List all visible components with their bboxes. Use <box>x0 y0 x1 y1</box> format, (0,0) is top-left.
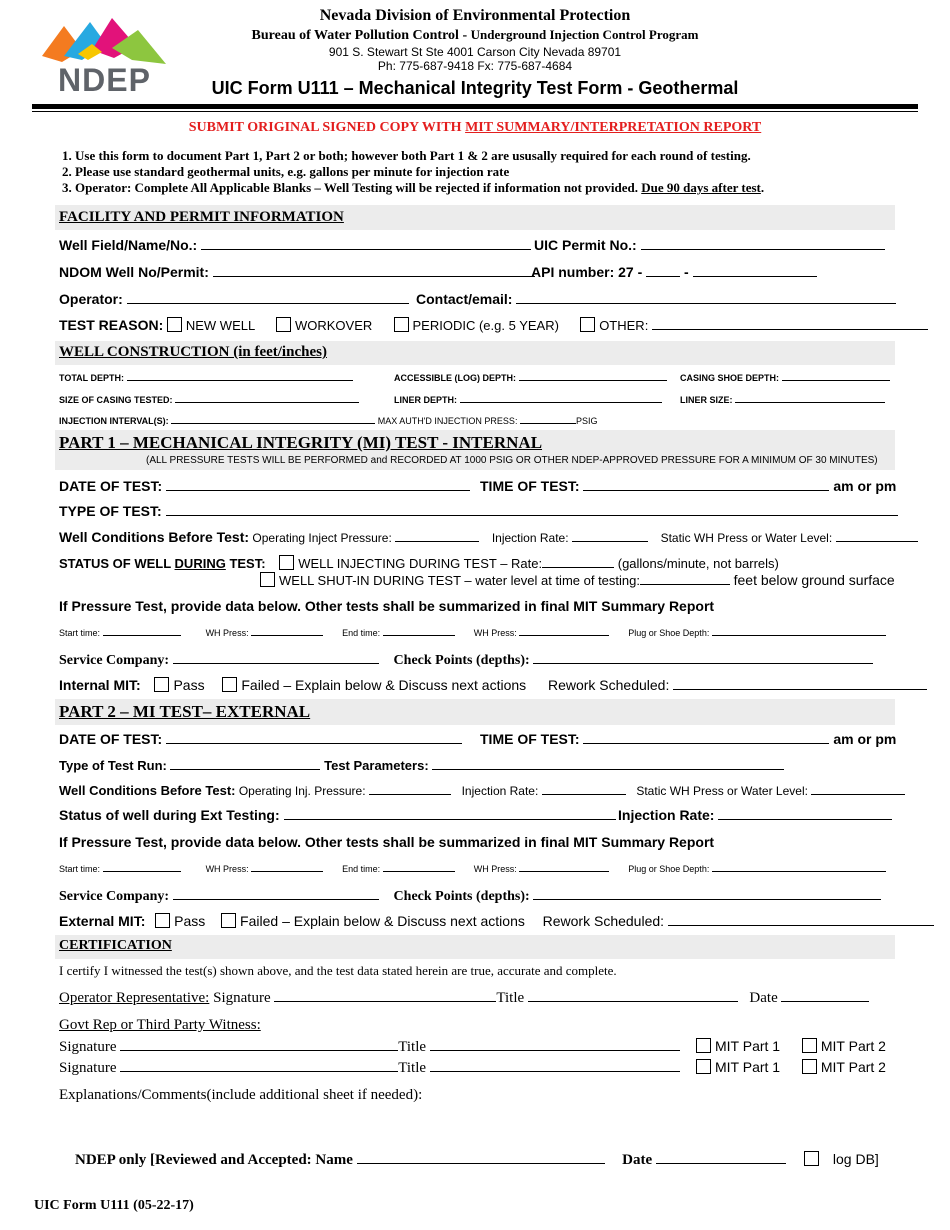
p1-pressure-data-row <box>59 627 886 638</box>
p2-status-label: Status of well during Ext Testing: <box>59 807 280 823</box>
form-title: UIC Form U111 – Mechanical Integrity Test Form - Geothermal <box>211 78 739 98</box>
p1-failed-label: Failed – Explain below & Discuss next actions <box>241 677 527 693</box>
casing-size-label: SIZE OF CASING TESTED: <box>59 395 173 405</box>
operator-rep-row <box>59 989 869 1007</box>
p1-time-input[interactable] <box>583 478 829 491</box>
p1-check-label: Check Points (depths): <box>393 653 530 668</box>
p1-mit-label: Internal MIT: <box>59 677 141 693</box>
p1-static-label: Static WH Press or Water Level: <box>660 531 833 545</box>
p2-type-run-label: Type of Test Run: <box>59 758 167 773</box>
test-reason-row <box>59 317 928 333</box>
operator-rep-label: Operator Representative: <box>59 990 210 1006</box>
header-rule-thin <box>32 111 918 112</box>
submit-notice <box>0 120 950 136</box>
operator-rep-title-label: Title <box>496 990 525 1006</box>
p2-params-input[interactable] <box>432 757 784 770</box>
other-label: OTHER: <box>599 318 649 333</box>
well-field-row <box>59 237 531 253</box>
witness2-signature-input[interactable] <box>120 1059 398 1072</box>
p2-inj-rate-label: Injection Rate: <box>461 784 539 798</box>
p2-date-input[interactable] <box>166 731 462 744</box>
p2-rework-input[interactable] <box>668 913 934 926</box>
instruction-1: 1. Use this form to document Part 1, Part 2 or both; however both Part 1 & 2 are ususally required for each round of testing. <box>62 148 751 163</box>
witness1-mit1-label: MIT Part 1 <box>715 1038 781 1054</box>
p1-plug-input[interactable] <box>712 627 886 636</box>
p2-failed-checkbox[interactable] <box>221 913 236 928</box>
witness1-title-input[interactable] <box>430 1038 680 1051</box>
p2-check-label: Check Points (depths): <box>393 889 530 904</box>
header-rule-thick <box>32 104 918 109</box>
p2-date-label: DATE OF TEST: <box>59 731 163 747</box>
p2-time-input[interactable] <box>583 731 829 744</box>
casing-shoe-input[interactable] <box>782 371 890 381</box>
p1-shutin-row <box>260 572 895 588</box>
p2-start-input[interactable] <box>103 863 181 872</box>
p1-ampm: am or pm <box>833 478 897 494</box>
witness1-signature-label: Signature <box>59 1039 117 1055</box>
program-name: Underground Injection Control Program <box>470 27 699 42</box>
p1-date-row <box>59 478 470 494</box>
p1-pass-checkbox[interactable] <box>154 677 169 692</box>
api-dash: - <box>684 264 689 280</box>
p1-type-label: TYPE OF TEST: <box>59 503 162 519</box>
instruction-2: 2. Please use standard geothermal units, e.g. gallons per minute for injection rate <box>62 164 510 179</box>
p1-end-input[interactable] <box>383 627 455 636</box>
p2-service-input[interactable] <box>173 887 379 900</box>
p2-date-row <box>59 731 462 747</box>
p1-failed-checkbox[interactable] <box>222 677 237 692</box>
ndep-review-date-input[interactable] <box>656 1151 786 1164</box>
p2-inj-rate-input[interactable] <box>542 782 626 795</box>
api-row <box>531 264 817 280</box>
p2-pressure-data-row <box>59 863 886 874</box>
phone-fax: Ph: 775-687-9418 Fx: 775-687-4684 <box>377 59 573 73</box>
witness2-mit2-checkbox[interactable] <box>802 1059 817 1074</box>
p1-plug-label: Plug or Shoe Depth: <box>628 628 710 638</box>
p1-status-c: TEST: <box>225 556 266 571</box>
witness2-mit-row <box>696 1059 886 1075</box>
certification-heading: CERTIFICATION <box>59 938 172 953</box>
p2-check-input[interactable] <box>533 887 881 900</box>
p1-start-label: Start time: <box>59 628 101 638</box>
part1-note: (ALL PRESSURE TESTS WILL BE PERFORMED and RECORDED AT 1000 PSIG OR OTHER NDEP-APPROVED PRESSURE FOR A MINIMUM OF 30 MINUTES) <box>146 455 878 466</box>
total-depth-row <box>59 371 353 383</box>
ndep-log-label: log DB] <box>832 1151 879 1167</box>
agency-name: Nevada Division of Environmental Protection <box>319 7 631 24</box>
witness2-title-input[interactable] <box>430 1059 680 1072</box>
liner-size-input[interactable] <box>735 393 885 403</box>
bureau-line <box>0 27 950 44</box>
p1-start-input[interactable] <box>103 627 181 636</box>
injection-interval-row <box>59 414 597 426</box>
p1-wh2-input[interactable] <box>519 627 609 636</box>
p2-inj-rate2-input[interactable] <box>718 807 892 820</box>
injection-interval-label: INJECTION INTERVAL(S): <box>59 416 169 426</box>
p1-injecting-unit: (gallons/minute, not barrels) <box>617 556 779 571</box>
p1-inj-rate-label: Injection Rate: <box>491 531 569 545</box>
workover-label: WORKOVER <box>294 318 373 333</box>
address: 901 S. Stewart St Ste 4001 Carson City Nevada 89701 <box>328 45 622 59</box>
explanations-area[interactable] <box>59 1106 889 1142</box>
witness2-title-label: Title <box>398 1060 427 1076</box>
instruction-3-text: 3. Operator: Complete All Applicable Blanks – Well Testing will be rejected if information not provided. <box>62 180 642 195</box>
casing-shoe-row <box>680 371 890 383</box>
uic-permit-input[interactable] <box>641 237 885 250</box>
p2-ampm: am or pm <box>833 731 897 747</box>
certification-band <box>55 935 895 959</box>
api-well-input[interactable] <box>693 264 817 277</box>
liner-size-row <box>680 393 885 405</box>
casing-shoe-label: CASING SHOE DEPTH: <box>680 373 780 383</box>
max-press-input[interactable] <box>520 414 576 424</box>
uic-permit-label: UIC Permit No.: <box>534 237 637 253</box>
p1-service-input[interactable] <box>173 651 379 664</box>
p1-date-input[interactable] <box>166 478 470 491</box>
p2-time-label: TIME OF TEST: <box>480 731 580 747</box>
p1-wh2-label: WH Press: <box>473 628 517 638</box>
liner-depth-label: LINER DEPTH: <box>394 395 457 405</box>
max-press-label: MAX AUTH'D INJECTION PRESS: <box>377 416 518 426</box>
submit-report-name: MIT SUMMARY/INTERPRETATION REPORT <box>465 120 762 135</box>
p2-mit-row <box>59 913 934 929</box>
p2-pass-checkbox[interactable] <box>155 913 170 928</box>
p2-params-label: Test Parameters: <box>324 758 429 773</box>
p1-wh1-label: WH Press: <box>205 628 249 638</box>
ndep-log-checkbox[interactable] <box>804 1151 819 1166</box>
p1-status-row <box>59 555 779 571</box>
p1-wh1-input[interactable] <box>251 627 323 636</box>
p2-conditions-label: Well Conditions Before Test: <box>59 783 236 798</box>
p2-wh2-label: WH Press: <box>473 864 517 874</box>
submit-prefix: SUBMIT ORIGINAL SIGNED COPY WITH <box>188 120 466 135</box>
p1-shutin-unit: feet below ground surface <box>733 572 895 588</box>
liner-depth-input[interactable] <box>460 393 662 403</box>
p1-conditions-label: Well Conditions Before Test: <box>59 529 250 545</box>
witness2-mit1-checkbox[interactable] <box>696 1059 711 1074</box>
p2-op-press-input[interactable] <box>369 782 451 795</box>
new-well-label: NEW WELL <box>185 318 255 333</box>
witness1-mit2-checkbox[interactable] <box>802 1038 817 1053</box>
accessible-depth-label: ACCESSIBLE (LOG) DEPTH: <box>394 373 517 383</box>
casing-size-input[interactable] <box>175 393 359 403</box>
logo-wordmark: NDEP <box>58 62 151 98</box>
ndom-input[interactable] <box>213 264 535 277</box>
p1-status-label <box>59 556 266 571</box>
p1-shutin-label: WELL SHUT-IN DURING TEST – water level at time of testing: <box>279 573 640 588</box>
p1-mit-row <box>59 677 927 693</box>
p1-injecting-checkbox[interactable] <box>279 555 294 570</box>
facility-heading: FACILITY AND PERMIT INFORMATION <box>59 209 344 225</box>
workover-checkbox[interactable] <box>276 317 291 332</box>
p2-start-label: Start time: <box>59 864 101 874</box>
p2-wh1-input[interactable] <box>251 863 323 872</box>
instruction-3: 3. Operator: Complete All Applicable Blanks – Well Testing will be rejected if information not provided. Due 90 days after test. <box>62 180 765 195</box>
p1-type-input[interactable] <box>166 503 898 516</box>
p2-op-press-label: Operating Inj. Pressure: <box>238 784 366 798</box>
p2-service-row <box>59 887 881 905</box>
p2-plug-input[interactable] <box>712 863 886 872</box>
p2-type-row <box>59 757 784 773</box>
p2-status-input[interactable] <box>284 807 616 820</box>
p2-pressure-note: If Pressure Test, provide data below. Other tests shall be summarized in final MIT Summary Report <box>59 834 715 850</box>
p1-service-row <box>59 651 873 669</box>
accessible-depth-input[interactable] <box>519 371 667 381</box>
periodic-checkbox[interactable] <box>394 317 409 332</box>
p1-date-label: DATE OF TEST: <box>59 478 163 494</box>
p2-static-label: Static WH Press or Water Level: <box>636 784 808 798</box>
well-field-label: Well Field/Name/No.: <box>59 237 198 253</box>
liner-depth-row <box>394 393 662 405</box>
witness1-title-label: Title <box>398 1039 427 1055</box>
p1-conditions-row <box>59 529 918 545</box>
p2-inj-rate2-label: Injection Rate: <box>618 807 715 823</box>
p2-plug-label: Plug or Shoe Depth: <box>628 864 710 874</box>
api-county-input[interactable] <box>646 264 680 277</box>
contact-input[interactable] <box>516 291 896 304</box>
p2-time-row <box>480 731 896 747</box>
construction-heading: WELL CONSTRUCTION (in feet/inches) <box>59 344 327 360</box>
liner-size-label: LINER SIZE: <box>680 395 733 405</box>
p1-static-input[interactable] <box>836 529 918 542</box>
p2-end-label: End time: <box>342 864 381 874</box>
operator-input[interactable] <box>127 291 409 304</box>
operator-rep-signature-input[interactable] <box>274 989 496 1002</box>
ndom-row <box>59 264 535 280</box>
witness1-mit-row <box>696 1038 886 1054</box>
p2-mit-label: External MIT: <box>59 913 146 929</box>
periodic-label: PERIODIC (e.g. 5 YEAR) <box>412 318 559 333</box>
form-footer: UIC Form U111 (05-22-17) <box>34 1198 194 1213</box>
part1-heading: PART 1 – MECHANICAL INTEGRITY (MI) TEST - INTERNAL <box>59 433 543 452</box>
instruction-due: Due 90 days after test <box>641 180 761 195</box>
govt-rep-label: Govt Rep or Third Party Witness: <box>59 1017 261 1033</box>
test-reason-label: TEST REASON: <box>59 317 164 333</box>
p1-injecting-rate-input[interactable] <box>542 555 614 568</box>
new-well-checkbox[interactable] <box>167 317 182 332</box>
p1-injecting-label: WELL INJECTING DURING TEST – Rate: <box>298 556 543 571</box>
p1-inj-rate-input[interactable] <box>572 529 648 542</box>
ndom-label: NDOM Well No/Permit: <box>59 264 209 280</box>
p1-shutin-checkbox[interactable] <box>260 572 275 587</box>
casing-size-row <box>59 393 359 405</box>
total-depth-label: TOTAL DEPTH: <box>59 373 124 383</box>
ndep-review-row <box>75 1151 786 1169</box>
bureau-name: Bureau of Water Pollution Control - <box>251 28 471 43</box>
p1-shutin-level-input[interactable] <box>640 572 730 585</box>
p2-wh2-input[interactable] <box>519 863 609 872</box>
operator-rep-signature-label: Signature <box>213 990 271 1006</box>
p1-op-press-input[interactable] <box>395 529 479 542</box>
p2-static-input[interactable] <box>811 782 905 795</box>
p1-check-input[interactable] <box>533 651 873 664</box>
other-input[interactable] <box>652 317 928 330</box>
operator-rep-date-input[interactable] <box>781 989 869 1002</box>
psig-unit: PSIG <box>575 416 598 426</box>
p1-time-label: TIME OF TEST: <box>480 478 580 494</box>
p2-pass-label: Pass <box>174 913 206 929</box>
p1-type-row <box>59 503 898 519</box>
p1-end-label: End time: <box>342 628 381 638</box>
witness2-row <box>59 1059 680 1077</box>
p1-rework-input[interactable] <box>673 677 927 690</box>
witness2-signature-label: Signature <box>59 1060 117 1076</box>
witness2-mit1-label: MIT Part 1 <box>715 1059 781 1075</box>
witness1-mit2-label: MIT Part 2 <box>820 1038 886 1054</box>
operator-label: Operator: <box>59 291 123 307</box>
p1-status-during: DURING <box>174 556 226 571</box>
p2-conditions-row <box>59 782 905 798</box>
certification-statement: I certify I witnessed the test(s) shown above, and the test data stated herein are true, accurate and complete. <box>59 963 617 978</box>
explanations-label: Explanations/Comments(include additional sheet if needed): <box>59 1087 423 1103</box>
p2-end-input[interactable] <box>383 863 455 872</box>
p1-service-label: Service Company: <box>59 653 170 668</box>
p2-failed-label: Failed – Explain below & Discuss next actions <box>240 913 525 929</box>
ndep-review-date-label: Date <box>622 1152 653 1168</box>
witness1-signature-input[interactable] <box>120 1038 398 1051</box>
other-checkbox[interactable] <box>580 317 595 332</box>
api-label: API number: 27 - <box>531 264 643 280</box>
p1-status-a: STATUS OF WELL <box>59 556 175 571</box>
p2-wh1-label: WH Press: <box>205 864 249 874</box>
uic-permit-row <box>534 237 885 253</box>
ndep-review-label: NDEP only [Reviewed and Accepted: Name <box>75 1152 353 1168</box>
accessible-depth-row <box>394 371 667 383</box>
p1-rework-label: Rework Scheduled: <box>547 677 670 693</box>
p1-op-press-label: Operating Inject Pressure: <box>252 531 392 545</box>
p2-service-label: Service Company: <box>59 889 170 904</box>
operator-row <box>59 291 409 307</box>
contact-label: Contact/email: <box>416 291 513 307</box>
witness1-mit1-checkbox[interactable] <box>696 1038 711 1053</box>
operator-rep-date-label: Date <box>749 990 778 1006</box>
p1-pressure-note: If Pressure Test, provide data below. Other tests shall be summarized in final MIT Summary Report <box>59 598 715 614</box>
well-field-input[interactable] <box>201 237 531 250</box>
p2-rework-label: Rework Scheduled: <box>542 913 665 929</box>
ndep-log-row <box>804 1151 879 1167</box>
witness1-row <box>59 1038 680 1056</box>
p1-pass-label: Pass <box>173 677 205 693</box>
witness2-mit2-label: MIT Part 2 <box>820 1059 886 1075</box>
p2-type-run-input[interactable] <box>170 757 320 770</box>
operator-rep-title-input[interactable] <box>528 989 738 1002</box>
contact-row <box>416 291 896 307</box>
p2-inj-rate2-row <box>618 807 892 823</box>
total-depth-input[interactable] <box>127 371 353 381</box>
p2-status-row <box>59 807 616 823</box>
injection-interval-input[interactable] <box>171 414 375 424</box>
p1-time-row <box>480 478 896 494</box>
part2-heading: PART 2 – MI TEST– EXTERNAL <box>59 702 311 721</box>
ndep-review-name-input[interactable] <box>357 1151 605 1164</box>
